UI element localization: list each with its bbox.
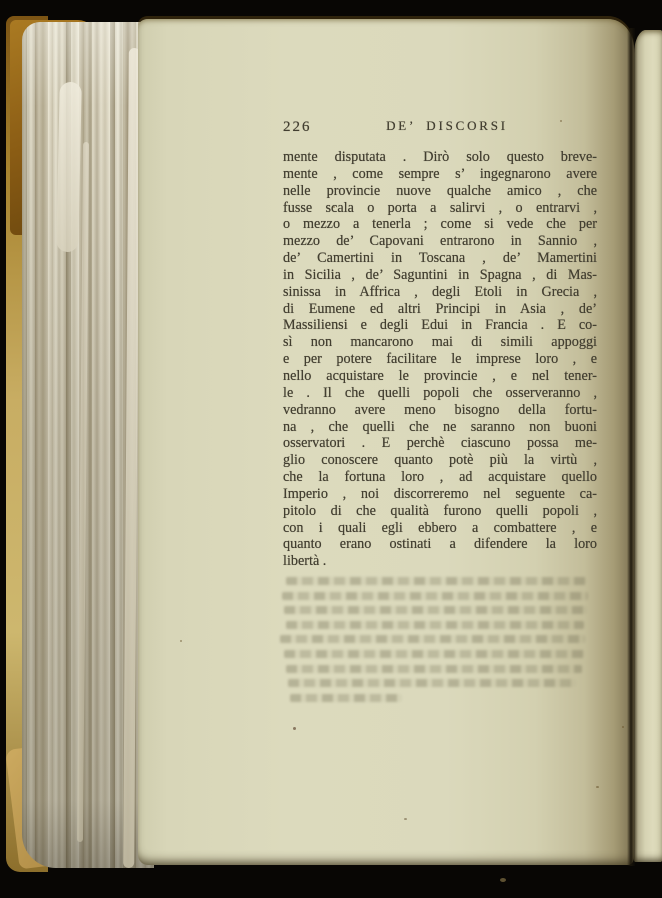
gutter-crease: [627, 28, 635, 866]
text-line: na , che quelli che ne saranno non buoni: [283, 418, 597, 435]
text-line: sinissa in Affrica , degli Etoli in Grecia ,: [283, 283, 597, 300]
text-line: sì non mancarono mai di simili appoggi: [283, 334, 597, 351]
text-line: mente disputata . Dirò solo questo breve-: [283, 149, 597, 165]
paper-speckle: [404, 818, 407, 820]
page-edge-streak: [56, 82, 82, 252]
text-line: de’ Camertini in Toscana , de’ Mamertini: [283, 250, 597, 267]
bleed-line: [280, 635, 585, 643]
text-line: fusse scala o porta a salirvi , o entrarvi ,: [283, 199, 597, 216]
page-edges-stack: [22, 22, 154, 868]
bleed-line: [286, 665, 582, 673]
page-edge-streak: [77, 142, 89, 842]
bleed-line: [290, 694, 402, 702]
bleed-line: [284, 650, 584, 658]
text-line: e per potere facilitare le imprese loro , e: [283, 351, 597, 368]
bleed-line: [282, 592, 588, 600]
text-line: Imperio , noi discorreremo nel seguente ca-: [283, 485, 597, 502]
text-line: mezzo de’ Capovani entrarono in Sannio ,: [283, 233, 597, 250]
text-line: in Sicilia , de’ Saguntini in Spagna , di Mas-: [283, 266, 597, 283]
paper-speckle: [622, 726, 624, 728]
paper-speckle: [596, 786, 599, 788]
text-line: nelle provincie nuove qualche amico , che: [283, 182, 597, 199]
bleed-line: [288, 679, 576, 687]
text-line: con i quali egli ebbero a combattere , e: [283, 519, 597, 536]
running-header: DE’ DISCORSI: [386, 118, 508, 133]
text-line: mente , come sempre s’ ingegnarono avere: [283, 165, 597, 182]
text-line: libertà .: [283, 553, 327, 570]
text-line: nello acquistare le provincie , e nel tener-: [283, 367, 597, 384]
text-line: osservatori . E perchè ciascuno possa me-: [283, 435, 597, 452]
text-line: le . Il che quelli popoli che osserveranno ,: [283, 384, 597, 401]
page-number: 226: [283, 119, 312, 135]
paper-speckle: [180, 640, 182, 642]
text-line: pitolo di che qualità furono quelli popoli ,: [283, 502, 597, 519]
bleed-line: [284, 606, 587, 614]
text-line: quanto erano ostinati a difendere la loro: [283, 536, 597, 553]
paragraph: [283, 149, 597, 570]
paper-speckle: [293, 727, 296, 730]
text-line: vedranno avere meno bisogno della fortu-: [283, 401, 597, 418]
printed-text: [283, 118, 597, 570]
facing-page-sliver: [634, 30, 662, 862]
text-line: che la fortuna loro , ad acquistare quello: [283, 469, 597, 486]
text-line: di Eumene ed altri Principi in Asia , de’: [283, 300, 597, 317]
bleed-line: [286, 621, 584, 629]
text-line: o mezzo a tenerla ; come si vede che per: [283, 216, 597, 233]
bleed-line: [286, 577, 586, 585]
text-line: glio conoscere quanto potè più la virtù ,: [283, 452, 597, 469]
text-line: Massiliensi e degli Edui in Francia . E co-: [283, 317, 597, 334]
bleed-through-text: [280, 577, 596, 708]
page-header: [283, 118, 597, 138]
paper-speckle: [500, 878, 506, 882]
